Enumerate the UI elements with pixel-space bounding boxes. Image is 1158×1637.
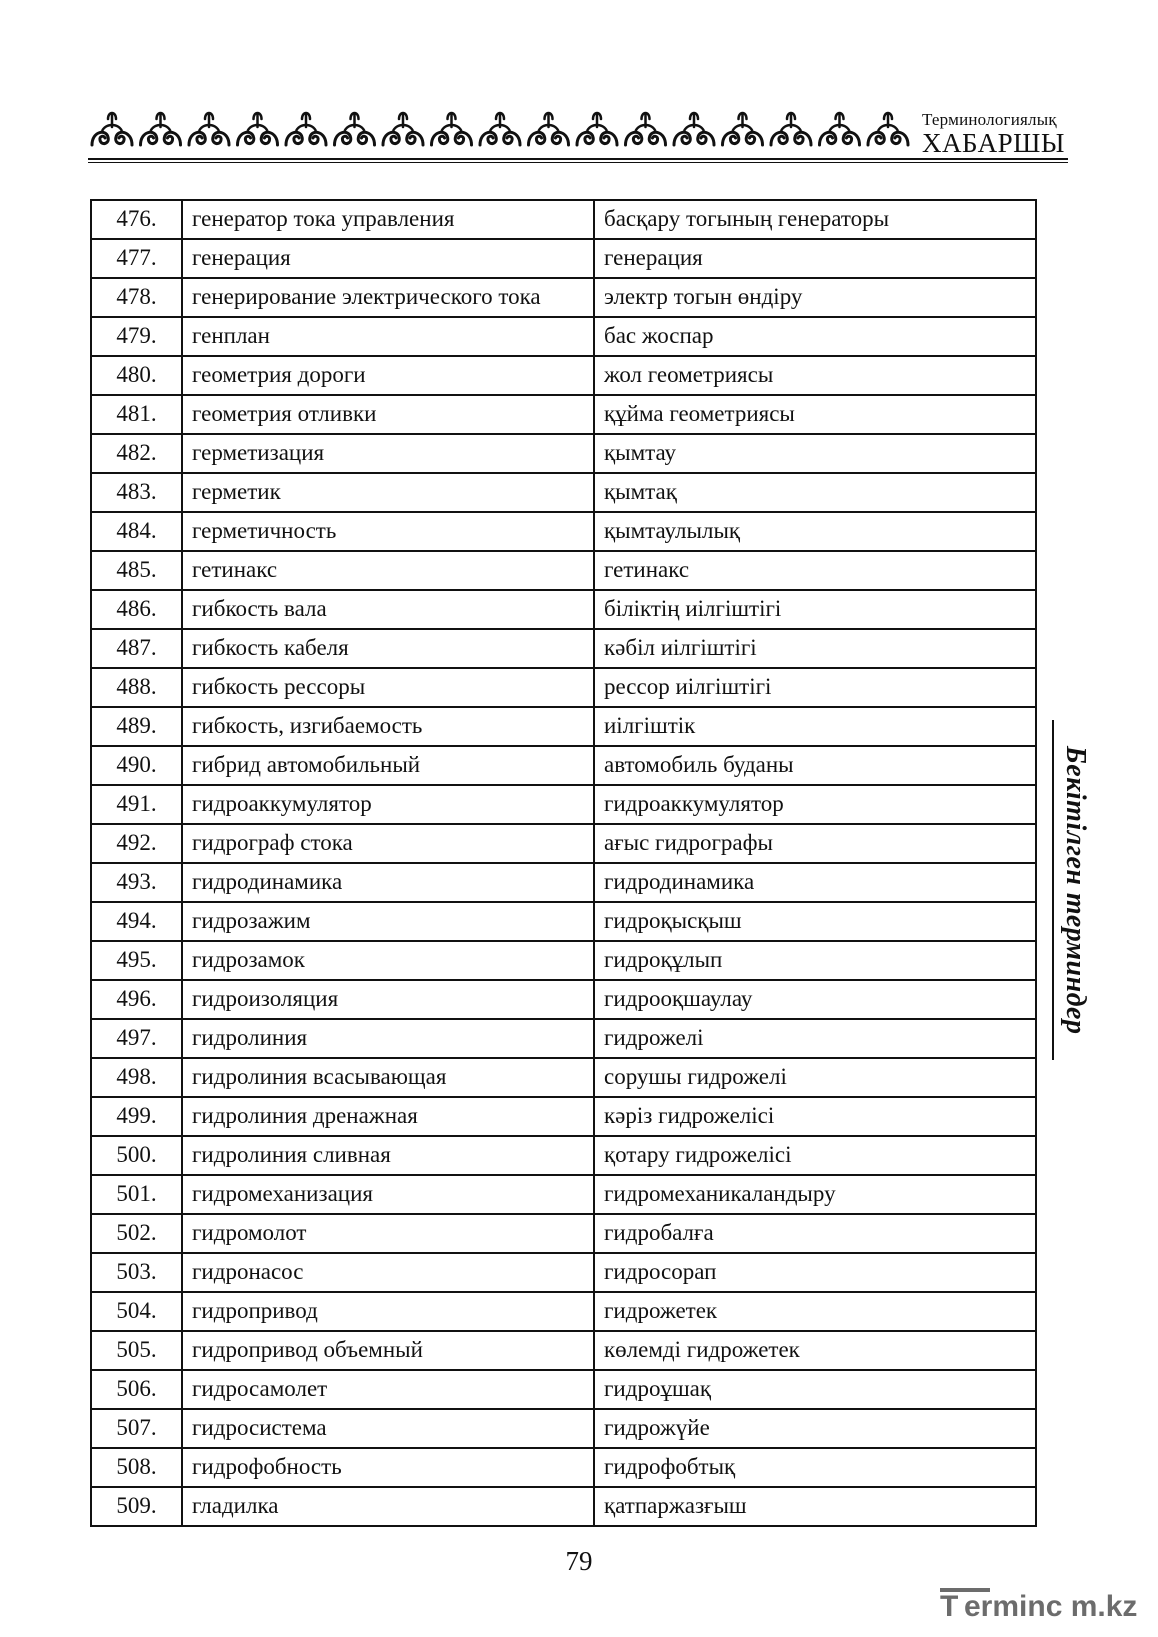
term-russian: гидромеханизация <box>182 1175 594 1214</box>
table-row <box>91 941 1036 980</box>
term-kazakh: сорушы гидрожелі <box>594 1058 1036 1097</box>
ornament-motif <box>238 113 278 145</box>
term-kazakh: ағыс гидрографы <box>594 824 1036 863</box>
row-number: 484. <box>91 512 182 551</box>
term-russian: гидропривод объемный <box>182 1331 594 1370</box>
row-number: 488. <box>91 668 182 707</box>
table-row <box>91 863 1036 902</box>
term-kazakh: бас жоспар <box>594 317 1036 356</box>
term-kazakh: қымтаулылық <box>594 512 1036 551</box>
term-russian: гибкость вала <box>182 590 594 629</box>
term-kazakh: қатпаржазғыш <box>594 1487 1036 1526</box>
table-row <box>91 356 1036 395</box>
row-number: 483. <box>91 473 182 512</box>
row-number: 509. <box>91 1487 182 1526</box>
table-row <box>91 1487 1036 1526</box>
row-number: 494. <box>91 902 182 941</box>
row-number: 478. <box>91 278 182 317</box>
term-russian: генератор тока управления <box>182 200 594 239</box>
term-russian: герметик <box>182 473 594 512</box>
term-russian: гидрозамок <box>182 941 594 980</box>
ornament-motif <box>92 113 132 145</box>
row-number: 486. <box>91 590 182 629</box>
term-kazakh: электр тогын өндіру <box>594 278 1036 317</box>
term-kazakh: гидродинамика <box>594 863 1036 902</box>
term-kazakh: біліктің иілгіштігі <box>594 590 1036 629</box>
table-row <box>91 1253 1036 1292</box>
term-russian: гибкость, изгибаемость <box>182 707 594 746</box>
term-russian: гибкость кабеля <box>182 629 594 668</box>
term-kazakh: гидробалға <box>594 1214 1036 1253</box>
row-number: 487. <box>91 629 182 668</box>
row-number: 506. <box>91 1370 182 1409</box>
row-number: 496. <box>91 980 182 1019</box>
term-russian: гидрофобность <box>182 1448 594 1487</box>
term-russian: гидролиния сливная <box>182 1136 594 1175</box>
term-kazakh: қотару гидрожелісі <box>594 1136 1036 1175</box>
term-russian: гидросамолет <box>182 1370 594 1409</box>
ornament-motif <box>868 113 908 145</box>
row-number: 498. <box>91 1058 182 1097</box>
term-kazakh: гидроаккумулятор <box>594 785 1036 824</box>
row-number: 492. <box>91 824 182 863</box>
row-number: 507. <box>91 1409 182 1448</box>
watermark-text: erminc m.kz <box>964 1590 1138 1623</box>
table-row <box>91 239 1036 278</box>
table-row <box>91 1409 1036 1448</box>
term-russian: гидронасос <box>182 1253 594 1292</box>
term-russian: гидросистема <box>182 1409 594 1448</box>
term-russian: гидрозажим <box>182 902 594 941</box>
term-russian: гидродинамика <box>182 863 594 902</box>
page-number: 79 <box>565 1546 593 1576</box>
table-row <box>91 590 1036 629</box>
row-number: 491. <box>91 785 182 824</box>
row-number: 482. <box>91 434 182 473</box>
ornament-motif <box>577 113 617 145</box>
row-number: 495. <box>91 941 182 980</box>
term-russian: геометрия отливки <box>182 395 594 434</box>
ornament-motif <box>626 113 666 145</box>
table-row <box>91 629 1036 668</box>
term-russian: генерирование электрического тока <box>182 278 594 317</box>
term-russian: геометрия дороги <box>182 356 594 395</box>
term-kazakh: кәріз гидрожелісі <box>594 1097 1036 1136</box>
header-rule <box>88 158 1068 160</box>
row-number: 508. <box>91 1448 182 1487</box>
row-number: 502. <box>91 1214 182 1253</box>
side-vertical-rule <box>1052 720 1054 1060</box>
term-russian: гидроизоляция <box>182 980 594 1019</box>
term-kazakh: көлемді гидрожетек <box>594 1331 1036 1370</box>
row-number: 479. <box>91 317 182 356</box>
term-kazakh: гетинакс <box>594 551 1036 590</box>
term-kazakh: генерация <box>594 239 1036 278</box>
ornament-motif <box>674 113 714 145</box>
ornament-motif <box>480 113 520 145</box>
term-russian: гетинакс <box>182 551 594 590</box>
term-kazakh: құйма геометриясы <box>594 395 1036 434</box>
ornament-motif <box>189 113 229 145</box>
row-number: 497. <box>91 1019 182 1058</box>
table-row <box>91 746 1036 785</box>
term-russian: гибкость рессоры <box>182 668 594 707</box>
table-row <box>91 1019 1036 1058</box>
table-row <box>91 278 1036 317</box>
table-row <box>91 902 1036 941</box>
term-russian: герметизация <box>182 434 594 473</box>
watermark-first-letter: T <box>940 1590 959 1623</box>
term-kazakh: гидрожүйе <box>594 1409 1036 1448</box>
row-number: 504. <box>91 1292 182 1331</box>
term-russian: гидрограф стока <box>182 824 594 863</box>
ornament-motif <box>432 113 472 145</box>
term-russian: герметичность <box>182 512 594 551</box>
table-row <box>91 551 1036 590</box>
table-row <box>91 434 1036 473</box>
masthead-subtitle: Терминологиялық <box>922 110 1057 129</box>
table-row <box>91 1448 1036 1487</box>
row-number: 477. <box>91 239 182 278</box>
term-kazakh: рессор иілгіштігі <box>594 668 1036 707</box>
row-number: 503. <box>91 1253 182 1292</box>
table-row <box>91 473 1036 512</box>
table-row <box>91 1136 1036 1175</box>
term-russian: генерация <box>182 239 594 278</box>
side-section-label: Бекітілген терминдер <box>1060 745 1091 1035</box>
table-row <box>91 785 1036 824</box>
table-row <box>91 1370 1036 1409</box>
term-kazakh: гидроұшақ <box>594 1370 1036 1409</box>
term-russian: гидропривод <box>182 1292 594 1331</box>
term-kazakh: гидрофобтық <box>594 1448 1036 1487</box>
term-kazakh: гидрожетек <box>594 1292 1036 1331</box>
ornament-motif <box>820 113 860 145</box>
glossary-body <box>91 200 1036 1526</box>
table-row <box>91 707 1036 746</box>
table-row <box>91 512 1036 551</box>
term-russian: гибрид автомобильный <box>182 746 594 785</box>
term-kazakh: қымтақ <box>594 473 1036 512</box>
term-russian: гидролиния <box>182 1019 594 1058</box>
term-russian: гидромолот <box>182 1214 594 1253</box>
term-kazakh: гидрооқшаулау <box>594 980 1036 1019</box>
row-number: 501. <box>91 1175 182 1214</box>
table-row <box>91 1331 1036 1370</box>
term-russian: гидроаккумулятор <box>182 785 594 824</box>
term-kazakh: кәбіл иілгіштігі <box>594 629 1036 668</box>
term-kazakh: жол геометриясы <box>594 356 1036 395</box>
table-row <box>91 317 1036 356</box>
term-russian: гидролиния дренажная <box>182 1097 594 1136</box>
row-number: 500. <box>91 1136 182 1175</box>
term-kazakh: басқару тогының генераторы <box>594 200 1036 239</box>
ornament-motif <box>286 113 326 145</box>
row-number: 481. <box>91 395 182 434</box>
ornament-motif <box>335 113 375 145</box>
table-row <box>91 1175 1036 1214</box>
row-number: 493. <box>91 863 182 902</box>
term-kazakh: гидромеханикаландыру <box>594 1175 1036 1214</box>
term-russian: гладилка <box>182 1487 594 1526</box>
table-row <box>91 824 1036 863</box>
ornament-border <box>88 105 914 157</box>
term-russian: генплан <box>182 317 594 356</box>
term-kazakh: қымтау <box>594 434 1036 473</box>
row-number: 490. <box>91 746 182 785</box>
masthead-title: ХАБАРШЫ <box>922 128 1065 158</box>
row-number: 476. <box>91 200 182 239</box>
side-band <box>1052 720 1092 1060</box>
term-kazakh: гидроқысқыш <box>594 902 1036 941</box>
term-kazakh: гидрожелі <box>594 1019 1036 1058</box>
table-row <box>91 1097 1036 1136</box>
table-row <box>91 980 1036 1019</box>
table-row <box>91 395 1036 434</box>
ornament-motif <box>383 113 423 145</box>
table-row <box>91 1214 1036 1253</box>
row-number: 480. <box>91 356 182 395</box>
ornament-motif <box>723 113 763 145</box>
row-number: 499. <box>91 1097 182 1136</box>
term-russian: гидролиния всасывающая <box>182 1058 594 1097</box>
term-kazakh: автомобиль буданы <box>594 746 1036 785</box>
ornament-motif <box>529 113 569 145</box>
table-row <box>91 668 1036 707</box>
glossary-table <box>90 199 1037 1527</box>
site-watermark-logo <box>940 1588 1150 1632</box>
ornament-motif <box>141 113 181 145</box>
row-number: 489. <box>91 707 182 746</box>
row-number: 505. <box>91 1331 182 1370</box>
ornament-motif <box>771 113 811 145</box>
term-kazakh: гидросорап <box>594 1253 1036 1292</box>
term-kazakh: иілгіштік <box>594 707 1036 746</box>
header-rule-thin <box>88 162 1068 163</box>
table-row <box>91 1058 1036 1097</box>
row-number: 485. <box>91 551 182 590</box>
table-row <box>91 1292 1036 1331</box>
term-kazakh: гидроқұлып <box>594 941 1036 980</box>
table-row <box>91 200 1036 239</box>
